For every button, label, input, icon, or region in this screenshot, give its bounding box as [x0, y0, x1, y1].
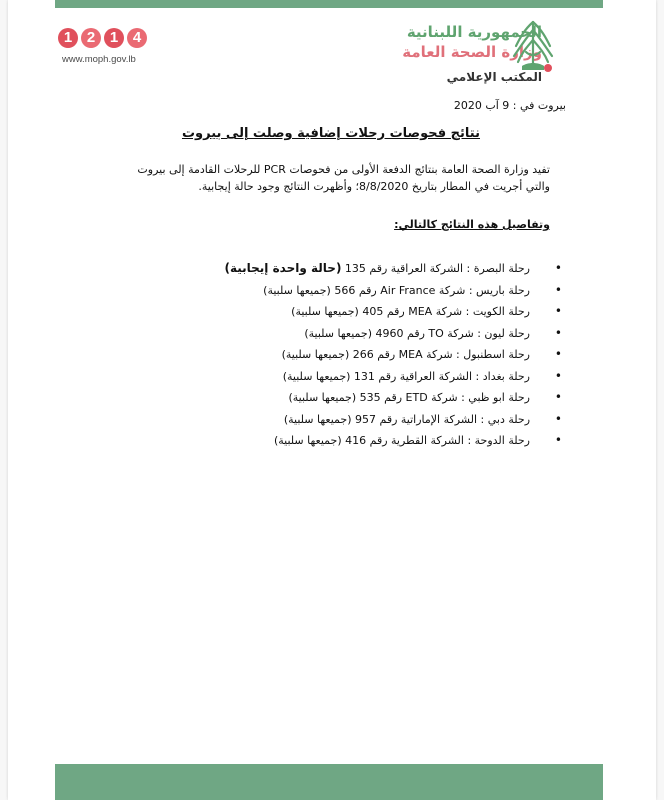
top-accent-bar: [55, 0, 603, 8]
list-item: [202, 301, 562, 323]
list-item: [202, 344, 562, 366]
flight-info: رحلة دبي : الشركة الإماراتية رقم 957: [355, 412, 530, 426]
results-list: [202, 258, 562, 452]
hotline-digit: 1: [58, 28, 78, 48]
result-status: (جميعها سلبية): [283, 412, 352, 426]
result-status: (جميعها سلبية): [273, 434, 342, 447]
result-status: (جميعها سلبية): [281, 348, 350, 361]
document-title: نتائج فحوصات رحلات إضافية وصلت إلى بيروت: [181, 126, 480, 141]
website-url: www.moph.gov.lb: [62, 54, 136, 65]
list-item: [202, 258, 562, 280]
hotline-number: [58, 28, 147, 54]
cedar-icon: [504, 16, 562, 74]
flight-info: رحلة ليون : شركة TO رقم 4960: [375, 326, 530, 340]
list-item: [202, 366, 562, 388]
result-status: (جميعها سلبية): [291, 305, 359, 318]
document-date: بيروت في : 9 آب 2020: [453, 99, 566, 112]
republic-name: الجمهورية اللبنانية: [406, 23, 542, 41]
office-name: المكتب الإعلامي: [446, 70, 542, 84]
hotline-digit: 2: [81, 28, 101, 48]
result-status: (حالة واحدة إيجابية): [224, 261, 342, 275]
list-item: [202, 280, 562, 302]
hotline-digit: 4: [127, 28, 147, 48]
flight-info: رحلة البصرة : الشركة العراقية رقم 135: [344, 262, 530, 275]
flight-info: رحلة الدوحة : الشركة القطرية رقم 416: [345, 434, 530, 447]
result-status: (جميعها سلبية): [282, 369, 351, 383]
list-item: [202, 387, 562, 409]
list-item: [202, 323, 562, 345]
result-status: (جميعها سلبية): [288, 391, 357, 404]
flight-info: رحلة باريس : شركة Air France رقم 566: [334, 283, 530, 297]
details-heading: وتفاصيل هذه النتائج كالتالي:: [394, 218, 550, 231]
bottom-accent-bar: [55, 764, 603, 800]
flight-info: رحلة ابو ظبي : شركة ETD رقم 535: [359, 391, 530, 404]
flight-info: رحلة بغداد : الشركة العراقية رقم 131: [353, 369, 530, 383]
result-status: (جميعها سلبية): [263, 283, 331, 297]
hotline-digit: 1: [104, 28, 124, 48]
list-item: [202, 430, 562, 452]
result-status: (جميعها سلبية): [304, 326, 373, 340]
list-item: [202, 409, 562, 431]
flight-info: رحلة الكويت : شركة MEA رقم 405: [362, 305, 530, 318]
flight-info: رحلة اسطنبول : شركة MEA رقم 266: [352, 348, 530, 361]
intro-paragraph: تفيد وزارة الصحة العامة بنتائج الدفعة الأولى من فحوصات PCR للرحلات القادمة إلى بيروت والتي أجريت في المطار بتاريخ 8/8/2020؛ وأظهرت النتائج وجود حالة إيجابية.: [137, 163, 550, 193]
ministry-name: وزارة الصحة العامة: [402, 43, 542, 61]
